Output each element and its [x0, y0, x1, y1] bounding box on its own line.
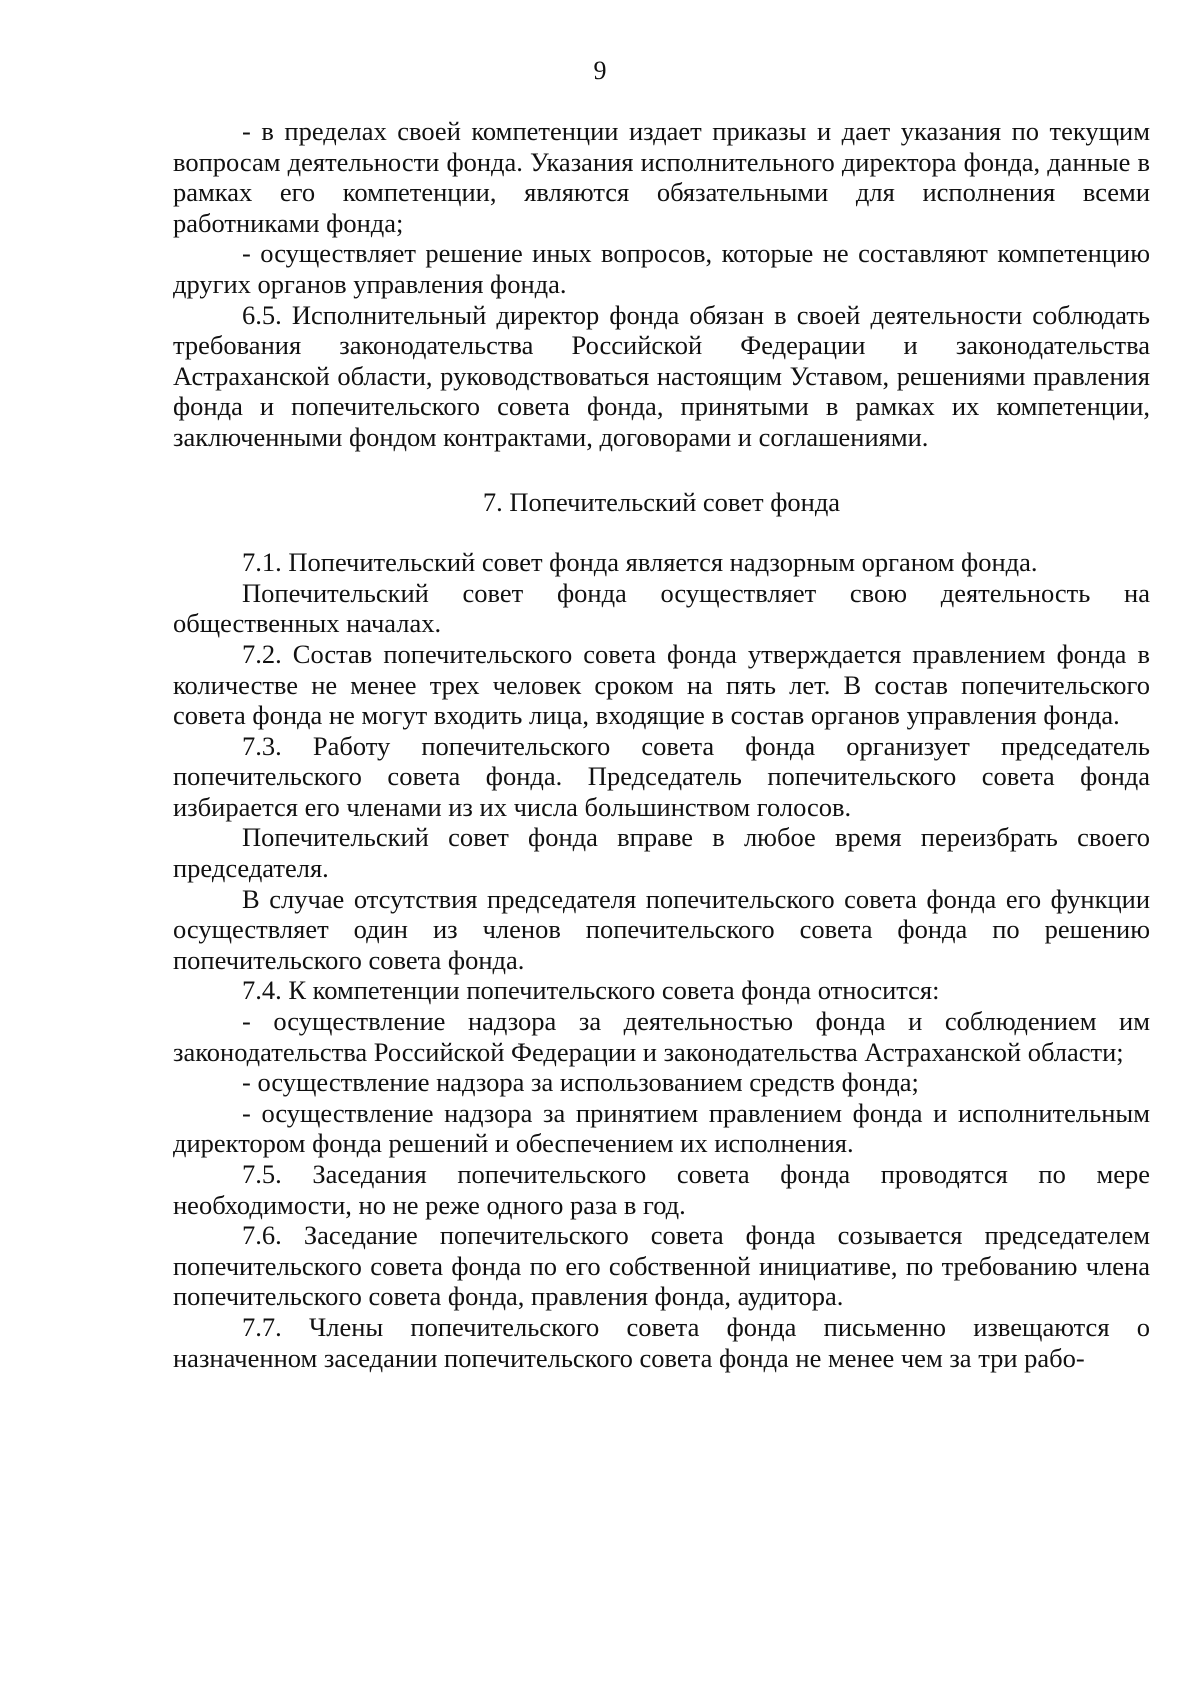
paragraph-7-7: 7.7. Члены попечительского совета фонда письменно извещаются о назначенном заседании попечительского совета фонда не менее чем за три рабо- — [173, 1311, 1150, 1373]
paragraph-chair-absence: В случае отсутствия председателя попечительского совета фонда его функции осуществляет один из членов попечительского совета фонда по решению попечительского совета фонда. — [173, 883, 1150, 975]
paragraph-reelect-chair: Попечительский совет фонда вправе в любое время переизбрать своего председателя. — [173, 822, 1150, 884]
paragraph-public-basis: Попечительский совет фонда осуществляет свою деятельность на общественных началах. — [173, 577, 1150, 639]
document-body — [173, 116, 1150, 1373]
paragraph-other-issues: - осуществляет решение иных вопросов, которые не составляют компетенцию других органов управления фонда. — [173, 238, 1150, 299]
paragraph-issues-orders: - в пределах своей компетенции издает приказы и дает указания по текущим вопросам деятельности фонда. Указания исполнительного директора фонда, данные в рамках его компетенции, являются обязательными для исполнения всеми работниками фонда; — [173, 116, 1150, 238]
paragraph-7-6: 7.6. Заседание попечительского совета фонда созывается председателем попечительского совета фонда по его собственной инициативе, по требованию члена попечительского совета фонда, правления фонда, аудитора. — [173, 1220, 1150, 1312]
paragraph-7-3: 7.3. Работу попечительского совета фонда организует председатель попечительского совета фонда. Председатель попечительского совета фонда избирается его членами из их числа большинством голосов. — [173, 730, 1150, 822]
list-item-oversight-funds: - осуществление надзора за использованием средств фонда; — [242, 1067, 919, 1098]
paragraph-6-5: 6.5. Исполнительный директор фонда обязан в своей деятельности соблюдать требования законодательства Российской Федерации и законодательства Астраханской области, руководствоваться настоящим Уставом, решениями правления фонда и попечительского совета фонда, принятыми в рамках их компетенции, заключенными фондом контрактами, договорами и соглашениями. — [173, 299, 1150, 452]
page-number: 9 — [593, 56, 607, 85]
paragraph-7-2: 7.2. Состав попечительского совета фонда утверждается правлением фонда в количестве не менее трех человек сроком на пять лет. В состав попечительского совета фонда не могут входить лица, входящие в состав органов управления фонда. — [173, 638, 1150, 731]
section-title: 7. Попечительский совет фонда — [482, 486, 841, 517]
paragraph-7-1: 7.1. Попечительский совет фонда является надзорным органом фонда. — [242, 547, 1038, 578]
list-item-oversight-decisions: - осуществление надзора за принятием правлением фонда и исполнительным директором фонда решений и обеспечением их исполнения. — [173, 1097, 1150, 1159]
list-item-oversight-activity: - осуществление надзора за деятельностью фонда и соблюдением им законодательства Российской Федерации и законодательства Астраханской области; — [173, 1006, 1150, 1067]
paragraph-7-4: 7.4. К компетенции попечительского совета фонда относится: — [242, 975, 940, 1006]
paragraph-7-5: 7.5. Заседания попечительского совета фонда проводятся по мере необходимости, но не реже одного раза в год. — [173, 1159, 1150, 1220]
